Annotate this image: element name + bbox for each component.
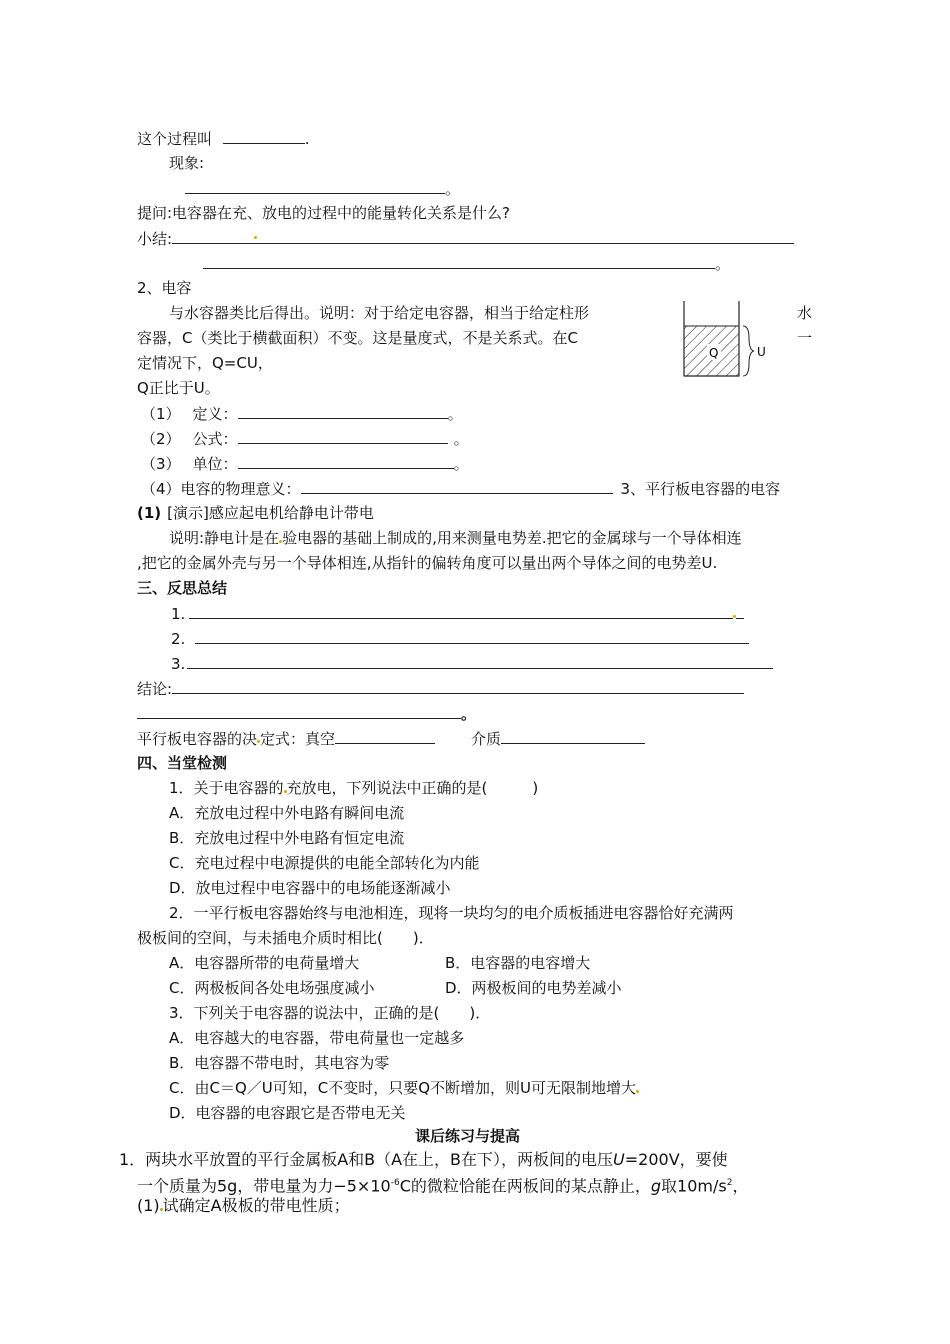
paragraph-char: 水 — [797, 304, 813, 322]
question-text: 提问:电容器在充、放电的过程中的能量转化关系是什么? — [137, 204, 511, 222]
formula-line: 平行板电容器的决 定式：真空 介质 — [137, 728, 645, 749]
option-c: C．两极板间各处电场强度减小 — [169, 979, 375, 997]
process-line: 这个过程叫 . — [137, 130, 310, 148]
vacuum-blank[interactable] — [335, 728, 435, 744]
conclusion-line-2: 。 — [137, 703, 476, 724]
option-c: C．充电过程中电源提供的电能全部转化为内能 — [169, 854, 480, 872]
question-1: 1．关于电容器的 充放电，下列说法中正确的是( ) — [169, 779, 539, 797]
reflection-line-2: 2. — [171, 628, 749, 649]
summary-line-2: 。 — [203, 253, 730, 274]
answer-blank[interactable] — [238, 453, 454, 469]
conclusion-line: 结论: — [137, 678, 744, 699]
mark-dot — [254, 236, 257, 239]
answer-blank[interactable] — [137, 703, 461, 719]
answer-blank[interactable] — [223, 128, 305, 144]
demo-line: (1) [演示]感应起电机给静电计带电 — [137, 504, 374, 522]
paragraph-line: 容器，C（类比于横截面积）不变。这是量度式，不是关系式。在C — [137, 329, 578, 347]
reflection-line-1: 1. — [171, 603, 744, 624]
paragraph-char: 一 — [797, 329, 813, 347]
answer-blank[interactable] — [172, 228, 794, 244]
summary-line: 小结: — [137, 228, 794, 249]
figure-label-u: U — [757, 345, 766, 359]
option-c: C．由C＝Q／U可知，C不变时，只要Q不断增加，则U可无限制地增大 — [169, 1078, 639, 1098]
option-a: A．电容器所带的电荷量增大 — [169, 954, 360, 972]
paragraph-line: Q正比于U。 — [137, 379, 220, 397]
definition-item: （1） 定义： 。 — [141, 405, 463, 423]
reflection-line-3: 3. — [171, 653, 773, 674]
section-title: 2、电容 — [137, 279, 192, 297]
demo-note-line-1: 说明:静电计是在 验电器的基础上制成的,用来测量电势差.把它的金属球与一个导体相连 — [169, 529, 742, 547]
medium-blank[interactable] — [501, 728, 645, 744]
option-d: D．放电过程中电容器中的电场能逐渐减小 — [169, 879, 451, 897]
option-b: B．充放电过程中外电路有恒定电流 — [169, 829, 405, 847]
option-b: B．电容器不带电时，其电容为零 — [169, 1054, 390, 1072]
answer-blank[interactable] — [189, 603, 733, 619]
answer-blank[interactable] — [187, 653, 773, 669]
answer-blank[interactable] — [238, 428, 448, 444]
unit-item: （3） 单位： 。 — [141, 455, 469, 473]
option-a: A．充放电过程中外电路有瞬间电流 — [169, 804, 405, 822]
answer-blank[interactable] — [172, 678, 744, 694]
answer-blank[interactable] — [185, 178, 445, 194]
phenomenon-label: 现象: — [169, 154, 205, 172]
question-2: 2．一平行板电容器始终与电池相连，现将一块均匀的电介质板插进电容器恰好充满两 — [169, 904, 734, 922]
option-b: B．电容器的电容增大 — [445, 954, 591, 972]
figure-label-q: Q — [709, 346, 719, 360]
answer-blank[interactable] — [203, 253, 715, 269]
question-2-cont: 极板间的空间，与未插电介质时相比( )． — [137, 929, 434, 947]
brace-icon — [743, 326, 754, 376]
meaning-item: （4）电容的物理意义： 3、平行板电容器的电容 — [141, 480, 781, 498]
homework-subquestion-1: (1) 试确定A极板的带电性质； — [137, 1196, 350, 1215]
section-title: 四、当堂检测 — [137, 754, 228, 772]
mark-dot — [636, 1090, 639, 1093]
answer-blank[interactable] — [736, 603, 744, 619]
option-a: A．电容越大的电容器，带电荷量也一定越多 — [169, 1029, 465, 1047]
option-d: D．两极板间的电势差减小 — [445, 979, 622, 997]
demo-note-line-2: ,把它的金属外壳与另一个导体相连,从指针的偏转角度可以量出两个导体之间的电势差U. — [137, 554, 718, 572]
section-title: 三、反思总结 — [137, 579, 228, 597]
answer-blank[interactable] — [195, 628, 749, 644]
answer-blank[interactable] — [238, 403, 448, 419]
paragraph-line: 定情况下，Q=CU， — [137, 354, 273, 372]
homework-title: 课后练习与提高 — [415, 1127, 521, 1145]
formula-item: （2） 公式： 。 — [141, 430, 469, 448]
water-container-figure — [683, 300, 773, 382]
phenomenon-line: 。 — [185, 178, 460, 199]
homework-problem-1-cont: 一个质量为5g，带电量为力$-5\times 10^{-6}C$的微粒恰能在两板间的某点静止，g取$10m/s^2$， — [137, 1176, 749, 1196]
paragraph-line: 与水容器类比后得出。说明：对于给定电容器，相当于给定柱形 — [169, 304, 590, 322]
homework-problem-1: 1．两块水平放置的平行金属板A和B（A在上，B在下），两板间的电压U=200V，要使 — [119, 1150, 728, 1169]
answer-blank[interactable] — [301, 478, 613, 494]
question-3: 3．下列关于电容器的说法中，正确的是( )． — [169, 1004, 491, 1022]
option-d: D．电容器的电容跟它是否带电无关 — [169, 1104, 406, 1122]
